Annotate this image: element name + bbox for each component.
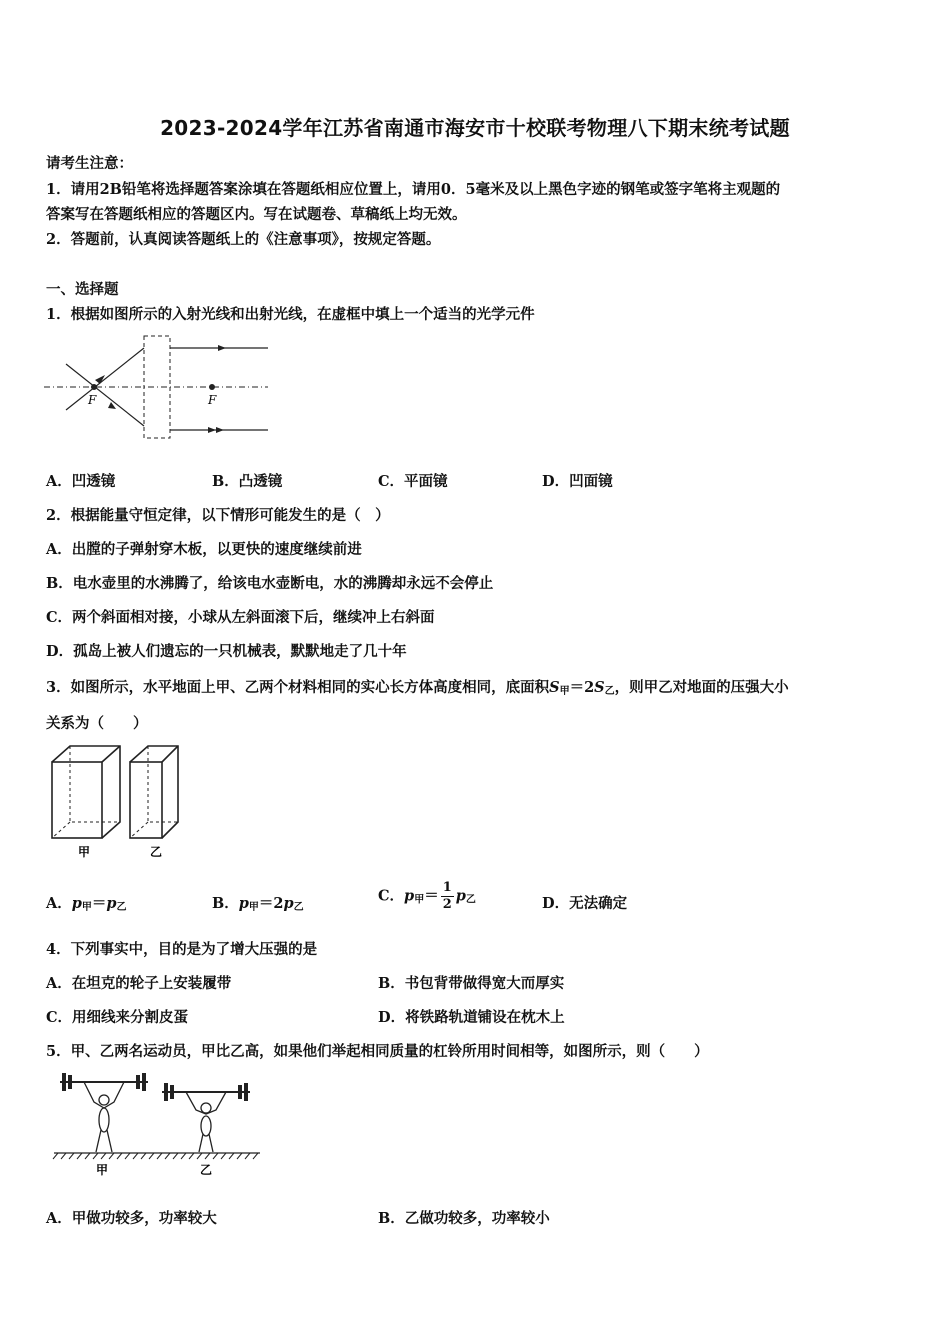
cuboid-yi: [130, 746, 178, 838]
double-arrow-icon: [216, 427, 224, 433]
q4-option-b: B．书包背带做得宽大而厚实: [378, 975, 565, 992]
ground-hatching: [53, 1153, 258, 1159]
subscript-yi: 乙: [465, 894, 476, 906]
q3-stem-equals: ＝2: [569, 679, 595, 696]
label-jia: 甲: [78, 845, 91, 859]
equals-sign: ＝: [91, 895, 107, 912]
focus-point-left: [91, 384, 97, 390]
q3-stem-line-2: 关系为（ ）: [46, 715, 148, 732]
fraction-numerator: 1: [442, 880, 452, 895]
option-prefix: C．: [378, 887, 405, 905]
q3-option-a: [46, 892, 127, 913]
pressure-symbol: p: [404, 887, 415, 905]
q2-option-b: B．电水壶里的水沸腾了，给该电水壶断电，水的沸腾却永远不会停止: [46, 575, 494, 592]
focus-label-left: F: [88, 393, 97, 407]
q5-weightlifter-figure: [50, 1068, 265, 1183]
area-symbol: S: [594, 679, 605, 696]
q1-option-a: A．凹透镜: [46, 473, 116, 490]
q3-option-c: [378, 880, 476, 913]
q2-stem: 2．根据能量守恒定律，以下情形可能发生的是（ ）: [46, 507, 390, 524]
subscript-yi: 乙: [293, 902, 304, 913]
coefficient: 2: [273, 895, 284, 912]
notice-heading: 请考生注意：: [46, 155, 133, 172]
subscript-jia: 甲: [414, 894, 425, 906]
q5-stem: 5．甲、乙两名运动员，甲比乙高，如果他们举起相同质量的杠铃所用时间相等，如图所示，则（ ）: [46, 1043, 709, 1060]
pressure-symbol: p: [106, 895, 117, 912]
section-heading: 一、选择题: [46, 281, 119, 298]
q3-cuboid-figure: [44, 740, 194, 865]
equals-sign: ＝: [424, 887, 439, 905]
q4-stem: 4．下列事实中，目的是为了增大压强的是: [46, 941, 318, 958]
label-yi: 乙: [150, 845, 163, 859]
subscript-jia: 甲: [81, 902, 92, 913]
label-jia: 甲: [96, 1163, 109, 1177]
q3-stem: [46, 676, 789, 697]
subscript-jia: 甲: [248, 902, 259, 913]
q4-option-d: D．将铁路轨道铺设在枕木上: [378, 1009, 565, 1026]
subscript-yi: 乙: [116, 902, 127, 913]
pressure-symbol: p: [455, 887, 466, 905]
incident-ray-up: [66, 348, 144, 410]
subscript-jia: 甲: [559, 686, 570, 697]
q1-option-c: C．平面镜: [378, 473, 448, 490]
q5-option-b: B．乙做功较多，功率较小: [378, 1210, 550, 1227]
q2-option-d: D．孤岛上被人们遗忘的一只机械表，默默地走了几十年: [46, 643, 407, 660]
q3-stem-text-a: 3．如图所示，水平地面上甲、乙两个材料相同的实心长方体高度相同，底面积: [46, 679, 550, 696]
q3-stem-text-b: ，则甲乙对地面的压强大小: [614, 679, 789, 696]
q1-optics-figure: [40, 330, 280, 445]
label-yi: 乙: [200, 1163, 213, 1177]
cuboid-jia: [52, 746, 120, 838]
q4-option-c: C．用细线来分割皮蛋: [46, 1009, 189, 1026]
q4-option-a: A．在坦克的轮子上安装履带: [46, 975, 232, 992]
area-symbol: S: [549, 679, 560, 696]
focus-point-right: [209, 384, 215, 390]
notice-line-3: 2．答题前，认真阅读答题纸上的《注意事项》，按规定答题。: [46, 231, 441, 248]
q2-option-c: C．两个斜面相对接，小球从左斜面滚下后，继续冲上右斜面: [46, 609, 435, 626]
q5-option-a: A．甲做功较多，功率较大: [46, 1210, 217, 1227]
lifter-jia: [60, 1073, 148, 1152]
equals-sign: ＝: [258, 895, 274, 912]
option-prefix: A．: [46, 895, 72, 912]
pressure-symbol: p: [238, 895, 249, 912]
pressure-symbol: p: [71, 895, 82, 912]
lifter-yi: [162, 1083, 250, 1152]
q1-option-b: B．凸透镜: [212, 473, 283, 490]
option-prefix: B．: [212, 895, 239, 912]
notice-line-1: 1．请用2B铅笔将选择题答案涂填在答题纸相应位置上，请用0．5毫米及以上黑色字迹的钢笔或签字笔将主观题的: [46, 181, 781, 198]
incident-ray-down: [66, 364, 144, 426]
fraction-denominator: 2: [442, 897, 452, 912]
subscript-yi: 乙: [604, 686, 615, 697]
double-arrow-icon: [208, 427, 216, 433]
page-title: 2023-2024学年江苏省南通市海安市十校联考物理八下期末统考试题: [160, 116, 790, 140]
q3-option-d: D．无法确定: [542, 895, 628, 912]
arrow-icon: [218, 345, 226, 351]
notice-line-2: 答案写在答题纸相应的答题区内。写在试题卷、草稿纸上均无效。: [46, 206, 467, 223]
fraction-one-half: [441, 880, 454, 913]
q1-stem: 1．根据如图所示的入射光线和出射光线，在虚框中填上一个适当的光学元件: [46, 306, 535, 323]
focus-label-right: F: [208, 393, 217, 407]
q1-option-d: D．凹面镜: [542, 473, 613, 490]
pressure-symbol: p: [283, 895, 294, 912]
q2-option-a: A．出膛的子弹射穿木板，以更快的速度继续前进: [46, 541, 362, 558]
q3-option-b: [212, 892, 304, 913]
